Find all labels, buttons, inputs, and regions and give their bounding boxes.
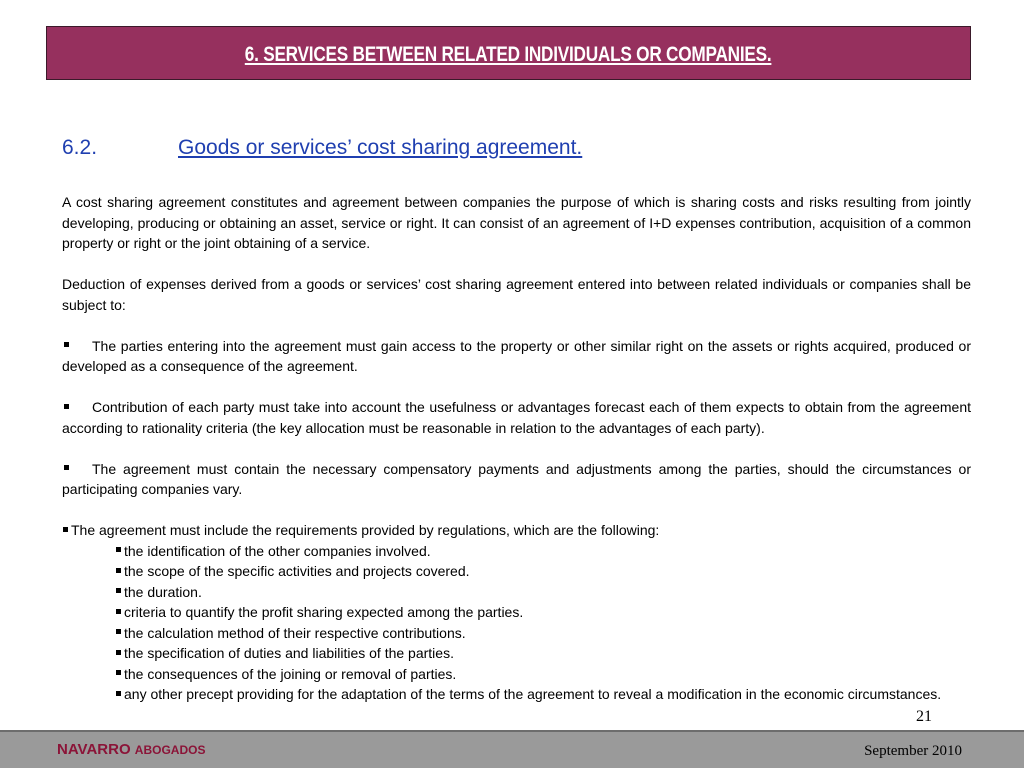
square-bullet-icon bbox=[116, 547, 121, 552]
paragraph: A cost sharing agreement constitutes and agreement between companies the purpose of which is sharing costs and risks resulting from jointly developing, producing or obtaining an asset, service or right. It can consist of an agreement of I+D expenses contribution, acquisition of a common property or right or the joint obtaining of a service. bbox=[62, 194, 971, 251]
list-item bbox=[62, 664, 971, 685]
square-bullet-icon bbox=[64, 465, 69, 470]
footer-bar bbox=[0, 730, 1024, 768]
square-bullet-icon bbox=[64, 342, 69, 347]
list-item-text: the identification of the other companies involved. bbox=[124, 542, 431, 559]
list-item-text: the specification of duties and liabilities of the parties. bbox=[124, 645, 454, 661]
square-bullet-icon bbox=[64, 404, 69, 409]
slide-title-banner bbox=[46, 26, 971, 80]
requirements-intro bbox=[62, 520, 971, 541]
bullet-text: The parties entering into the agreement must gain access to the property or other similar right on the assets or rights acquired, produced or developed as a consequence of the agreement. bbox=[62, 337, 971, 374]
square-bullet-icon bbox=[116, 670, 121, 675]
list-item-text: the consequences of the joining or removal of parties. bbox=[124, 665, 457, 682]
list-item bbox=[62, 623, 971, 644]
section-number: 6.2. bbox=[62, 136, 98, 159]
square-bullet-icon bbox=[116, 650, 121, 655]
brand-logo bbox=[57, 741, 205, 758]
footer-date: September 2010 bbox=[864, 743, 962, 759]
square-bullet-icon bbox=[116, 609, 121, 614]
slide-title: 6. SERVICES BETWEEN RELATED INDIVIDUALS OR COMPANIES. bbox=[245, 43, 772, 66]
requirements-intro-text: The agreement must include the requirements provided by regulations, which are the following: bbox=[71, 522, 660, 538]
bullet-paragraph bbox=[62, 336, 971, 377]
brand-subname: ABOGADOS bbox=[134, 743, 206, 757]
bullet-paragraph bbox=[62, 459, 971, 500]
brand-name: NAVARRO bbox=[57, 741, 131, 758]
page-number: 21 bbox=[916, 708, 932, 725]
list-item bbox=[62, 684, 971, 705]
list-item-text: any other precept providing for the adaptation of the terms of the agreement to reveal a modification in the economic circumstances. bbox=[124, 686, 942, 702]
list-item-text: the scope of the specific activities and projects covered. bbox=[124, 563, 470, 579]
list-item bbox=[62, 582, 971, 603]
paragraph: Deduction of expenses derived from a goods or services’ cost sharing agreement entered into between related individuals or companies shall be subject to: bbox=[62, 276, 971, 313]
section-heading bbox=[62, 136, 962, 166]
slide-body bbox=[62, 192, 971, 705]
bullet-text: Contribution of each party must take into account the usefulness or advantages forecast each of them expects to obtain from the agreement according to rationality criteria (the key allocation must be reasonable in relation to the advantages of each party). bbox=[62, 399, 971, 436]
bullet-paragraph bbox=[62, 397, 971, 438]
requirements-list bbox=[62, 541, 971, 705]
list-item bbox=[62, 561, 971, 582]
list-item-text: the calculation method of their respective contributions. bbox=[124, 624, 466, 641]
list-item-text: criteria to quantify the profit sharing expected among the parties. bbox=[124, 604, 524, 620]
list-item bbox=[62, 602, 971, 623]
section-title: Goods or services’ cost sharing agreement. bbox=[178, 136, 583, 159]
square-bullet-icon bbox=[116, 629, 121, 634]
square-bullet-icon bbox=[116, 588, 121, 593]
list-item bbox=[62, 541, 971, 562]
list-item-text: the duration. bbox=[124, 583, 202, 600]
square-bullet-icon bbox=[116, 568, 121, 573]
square-bullet-icon bbox=[116, 691, 121, 696]
list-item bbox=[62, 643, 971, 664]
square-bullet-icon bbox=[63, 527, 68, 532]
bullet-text: The agreement must contain the necessary compensatory payments and adjustments among the parties, should the circumstances or participating companies vary. bbox=[62, 460, 971, 497]
